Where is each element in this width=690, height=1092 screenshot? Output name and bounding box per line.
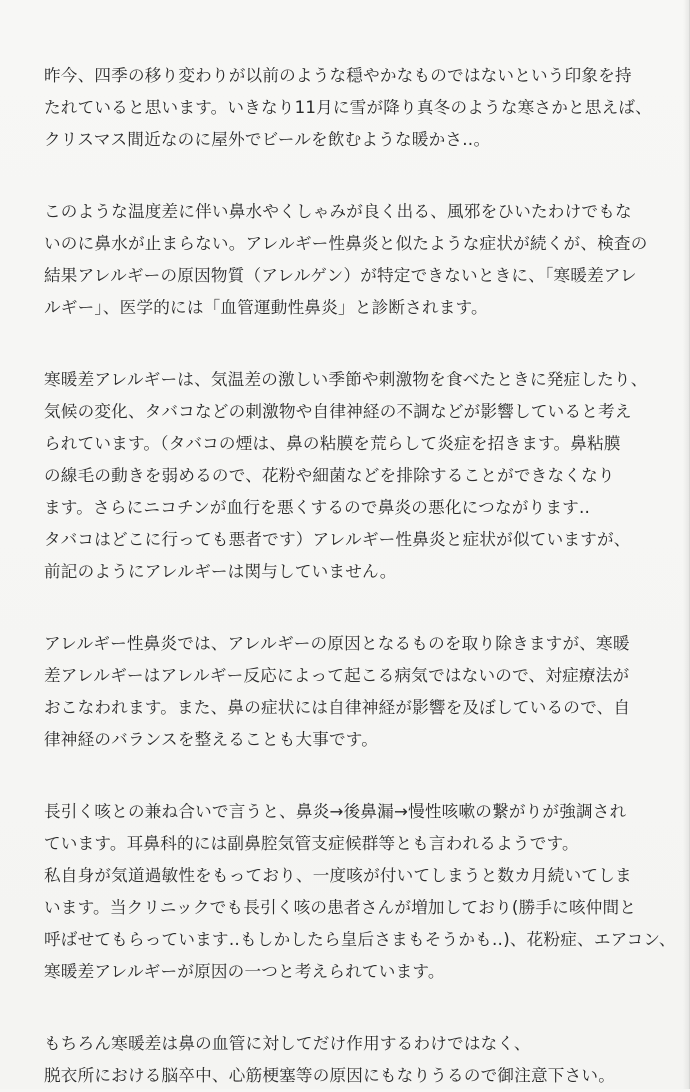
paragraph-3 [44,364,674,588]
text-line: 差アレルギーはアレルギー反応によって起こる病気ではないので、対症療法が [44,666,630,685]
text-line: ています。耳鼻科的には副鼻腔気管支症候群等とも言われるようです。 [44,834,579,853]
paragraph-2 [44,196,674,324]
paragraph-6 [44,1028,674,1092]
paragraph-1 [44,60,674,156]
text-line: もちろん寒暖差は鼻の血管に対してだけ作用するわけではなく、 [44,1034,531,1053]
page-edge-shadow [683,0,689,1089]
text-line: 私自身が気道過敏性をもっており、一度咳が付いてしまうと数カ月続いてしま [44,866,632,885]
text-line: の線毛の動きを弱めるので、花粉や細菌などを排除することができなくなり [44,466,615,485]
text-line: 呼ばせてもらっています‥もしかしたら皇后さまもそうかも‥)、花粉症、エアコン、 [44,930,676,949]
text-line: いのに鼻水が止まらない。アレルギー性鼻炎と似たような症状が続くが、検査の [44,234,648,253]
document-body [44,60,674,1092]
text-line: このような温度差に伴い鼻水やくしゃみが良く出る、風邪をひいたわけでもな [44,202,632,221]
paragraph-4 [44,628,674,756]
text-line: 前記のようにアレルギーは関与していません。 [44,562,397,581]
text-line: られています。（タバコの煙は、鼻の粘膜を荒らして炎症を招きます。鼻粘膜 [44,434,621,453]
paragraph-5 [44,796,674,988]
text-line: クリスマス間近なのに屋外でビールを飲むような暖かさ‥。 [44,130,491,149]
text-line: 気候の変化、タバコなどの刺激物や自律神経の不調などが影響していると考え [44,402,632,421]
text-line: います。当クリニックでも長引く咳の患者さんが増加しており(勝手に咳仲間と [44,898,637,917]
text-line: 結果アレルギーの原因物質（アレルゲン）が特定できないときに、「寒暖差アレ [44,266,637,285]
text-line: 律神経のバランスを整えることも大事です。 [44,730,379,749]
text-line: 脱衣所における脳卒中、心筋梗塞等の原因にもなりうるので御注意下さい。 [44,1066,615,1085]
text-line: 寒暖差アレルギーが原因の一つと考えられています。 [44,962,445,981]
text-line: おこなわれます。また、鼻の症状には自律神経が影響を及ぼしているので、自 [44,698,631,717]
text-line: ルギー」、医学的には「血管運動性鼻炎」と診断されます。 [44,298,488,317]
text-line: アレルギー性鼻炎では、アレルギーの原因となるものを取り除きますが、寒暖 [44,634,630,653]
text-line: 寒暖差アレルギーは、気温差の激しい季節や刺激物を食べたときに発症したり、 [44,370,648,389]
text-line: 長引く咳との兼ね合いで言うと、鼻炎→後鼻漏→慢性咳嗽の繋がりが強調され [44,802,627,821]
text-line: 昨今、四季の移り変わりが以前のような穏やかなものではないという印象を持 [44,66,632,85]
text-line: たれていると思います。いきなり11月に雪が降り真冬のような寒さかと思えば、 [44,98,652,117]
text-line: ます。さらにニコチンが血行を悪くするので鼻炎の悪化につながります‥ [44,498,591,517]
text-line: タバコはどこに行っても悪者です）アレルギー性鼻炎と症状が似ていますが、 [44,530,631,549]
